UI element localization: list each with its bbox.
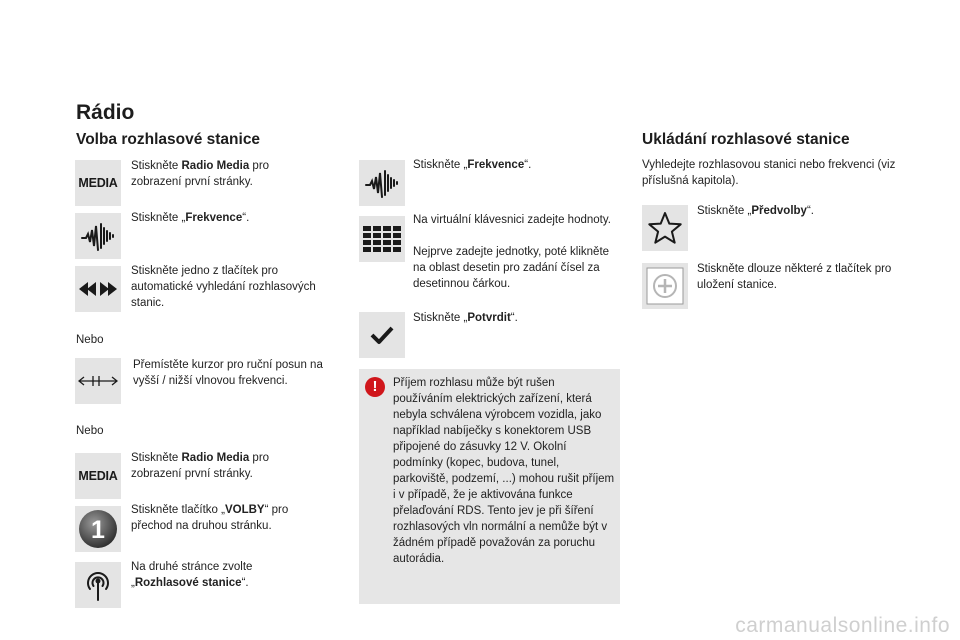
number-one-icon [75,506,121,552]
step-text: Stiskněte „Frekvence“. [413,159,532,171]
footer-watermark: carmanualsonline.info [735,614,950,637]
section-heading-save-station: Ukládání rozhlasové stanice [642,131,850,148]
media-icon [75,160,121,206]
tuning-slider-icon [75,358,121,404]
step-text: Stiskněte tlačítko „VOLBY“ pro přechod na druhou stránku. [131,504,289,532]
radio-stations-icon [75,562,121,608]
step-text: Na druhé stránce zvolte „Rozhlasové stanice“. [131,561,253,589]
media-icon [75,453,121,499]
step-text: Stiskněte „Frekvence“. [131,212,250,224]
warning-icon: ! [365,377,385,397]
page-title: Rádio [76,101,135,124]
or-separator: Nebo [76,425,104,437]
step-text: Stiskněte dlouze některé z tlačítek pro uložení stanice. [697,263,892,291]
step-text: Stiskněte „Potvrdit“. [413,312,518,324]
star-icon [642,205,688,251]
warning-text: Příjem rozhlasu může být rušen používáním elektrických zařízení, která nebyla schválena výrobcem vozidla, jako například nabíječky s konektorem USB připojené do zásuvky 12 V. Okolní podmínky (kopec, budova, tunel, parkoviště, podzemí, ...) mohou rušit příjem i v případě, že je aktivována funkce přelaďování RDS. Tento jev je při šíření rozhlasových vln normální a nemůže být v žádném případě považován za poruchu autorádia. [393,377,615,565]
add-preset-icon [642,263,688,309]
check-icon [359,312,405,358]
media-icon-label: MEDIA [78,469,118,483]
step-text: Stiskněte Radio Media pro zobrazení první stránky. [131,452,270,480]
step-text: Stiskněte jedno z tlačítek pro automatické vyhledání rozhlasových stanic. [131,265,316,309]
step-text: Stiskněte Radio Media pro zobrazení první stránky. [131,160,270,188]
step-text: Stiskněte „Předvolby“. [697,205,814,217]
frequency-icon [75,213,121,259]
media-icon-label: MEDIA [78,176,118,190]
keypad-icon [359,216,405,262]
step-text: Přemístěte kurzor pro ruční posun na vyšší / nižší vlnovou frekvenci. [133,359,323,387]
or-separator: Nebo [76,334,104,346]
step-text: Na virtuální klávesnici zadejte hodnoty. [413,214,611,226]
intro-text: Vyhledejte rozhlasovou stanici nebo frekvenci (viz příslušná kapitola). [642,159,896,187]
seek-icon [75,266,121,312]
frequency-icon [359,160,405,206]
number-badge: 1 [91,516,105,544]
step-text: Nejprve zadejte jednotky, poté klikněte na oblast desetin pro zadání čísel za desetinnou čárkou. [413,246,610,290]
section-heading-select-station: Volba rozhlasové stanice [76,131,261,148]
